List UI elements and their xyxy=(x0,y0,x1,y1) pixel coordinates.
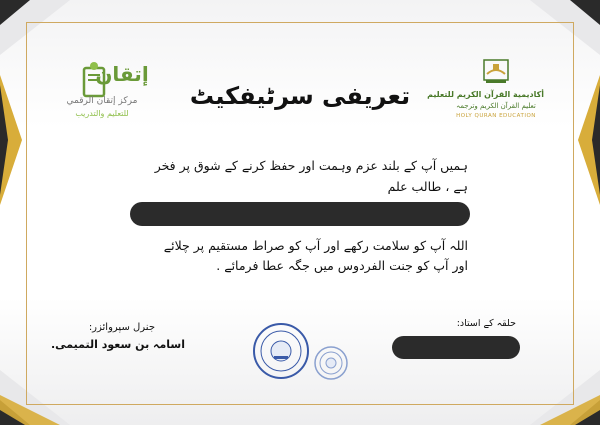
general-supervisor-label: جنرل سپروائزر: xyxy=(88,322,155,333)
gold-accent-right xyxy=(578,75,600,205)
body-line-2: ہے ، طالب علم xyxy=(387,179,468,194)
student-name-field xyxy=(130,202,470,226)
left-logo-line2: للتعليم والتدريب xyxy=(75,109,129,118)
left-logo-brand: إتقان xyxy=(95,62,149,86)
left-logo xyxy=(52,50,152,125)
gold-accent-left xyxy=(0,75,22,205)
right-logo-arabic-name: أكاديمية القرآن الكريم للتعليم xyxy=(427,90,544,99)
right-logo-urdu-line: تعلیم القرآن الکریم وترجمہ xyxy=(456,102,536,110)
right-logo xyxy=(427,58,544,128)
academy-stamp-small xyxy=(313,345,349,381)
right-logo-english-line: HOLY QURAN EDUCATION xyxy=(456,113,536,119)
academy-stamp-large xyxy=(252,322,310,380)
certificate-title: تعریفی سرٹیفکیٹ xyxy=(189,82,411,110)
prayer-line-2: اور آپ کو جنت الفردوس میں جگہ عطا فرمائے . xyxy=(216,258,468,273)
quran-book-icon xyxy=(481,58,511,86)
body-line-1: ہمیں آپ کے بلند عزم وہمت اور حفظ کرنے کے شوق پر فخر xyxy=(154,158,468,173)
circle-teacher-label: حلقہ کے استاد: xyxy=(456,318,516,329)
left-logo-line1: مركز إتقان الرقمي xyxy=(66,96,138,106)
teacher-name-field xyxy=(392,336,520,359)
general-supervisor-name: اسامہ بن سعود التمیمی. xyxy=(51,338,185,351)
prayer-line-1: اللہ آپ کو سلامت رکھے اور آپ کو صراط مستقیم پر چلائے xyxy=(163,238,468,253)
